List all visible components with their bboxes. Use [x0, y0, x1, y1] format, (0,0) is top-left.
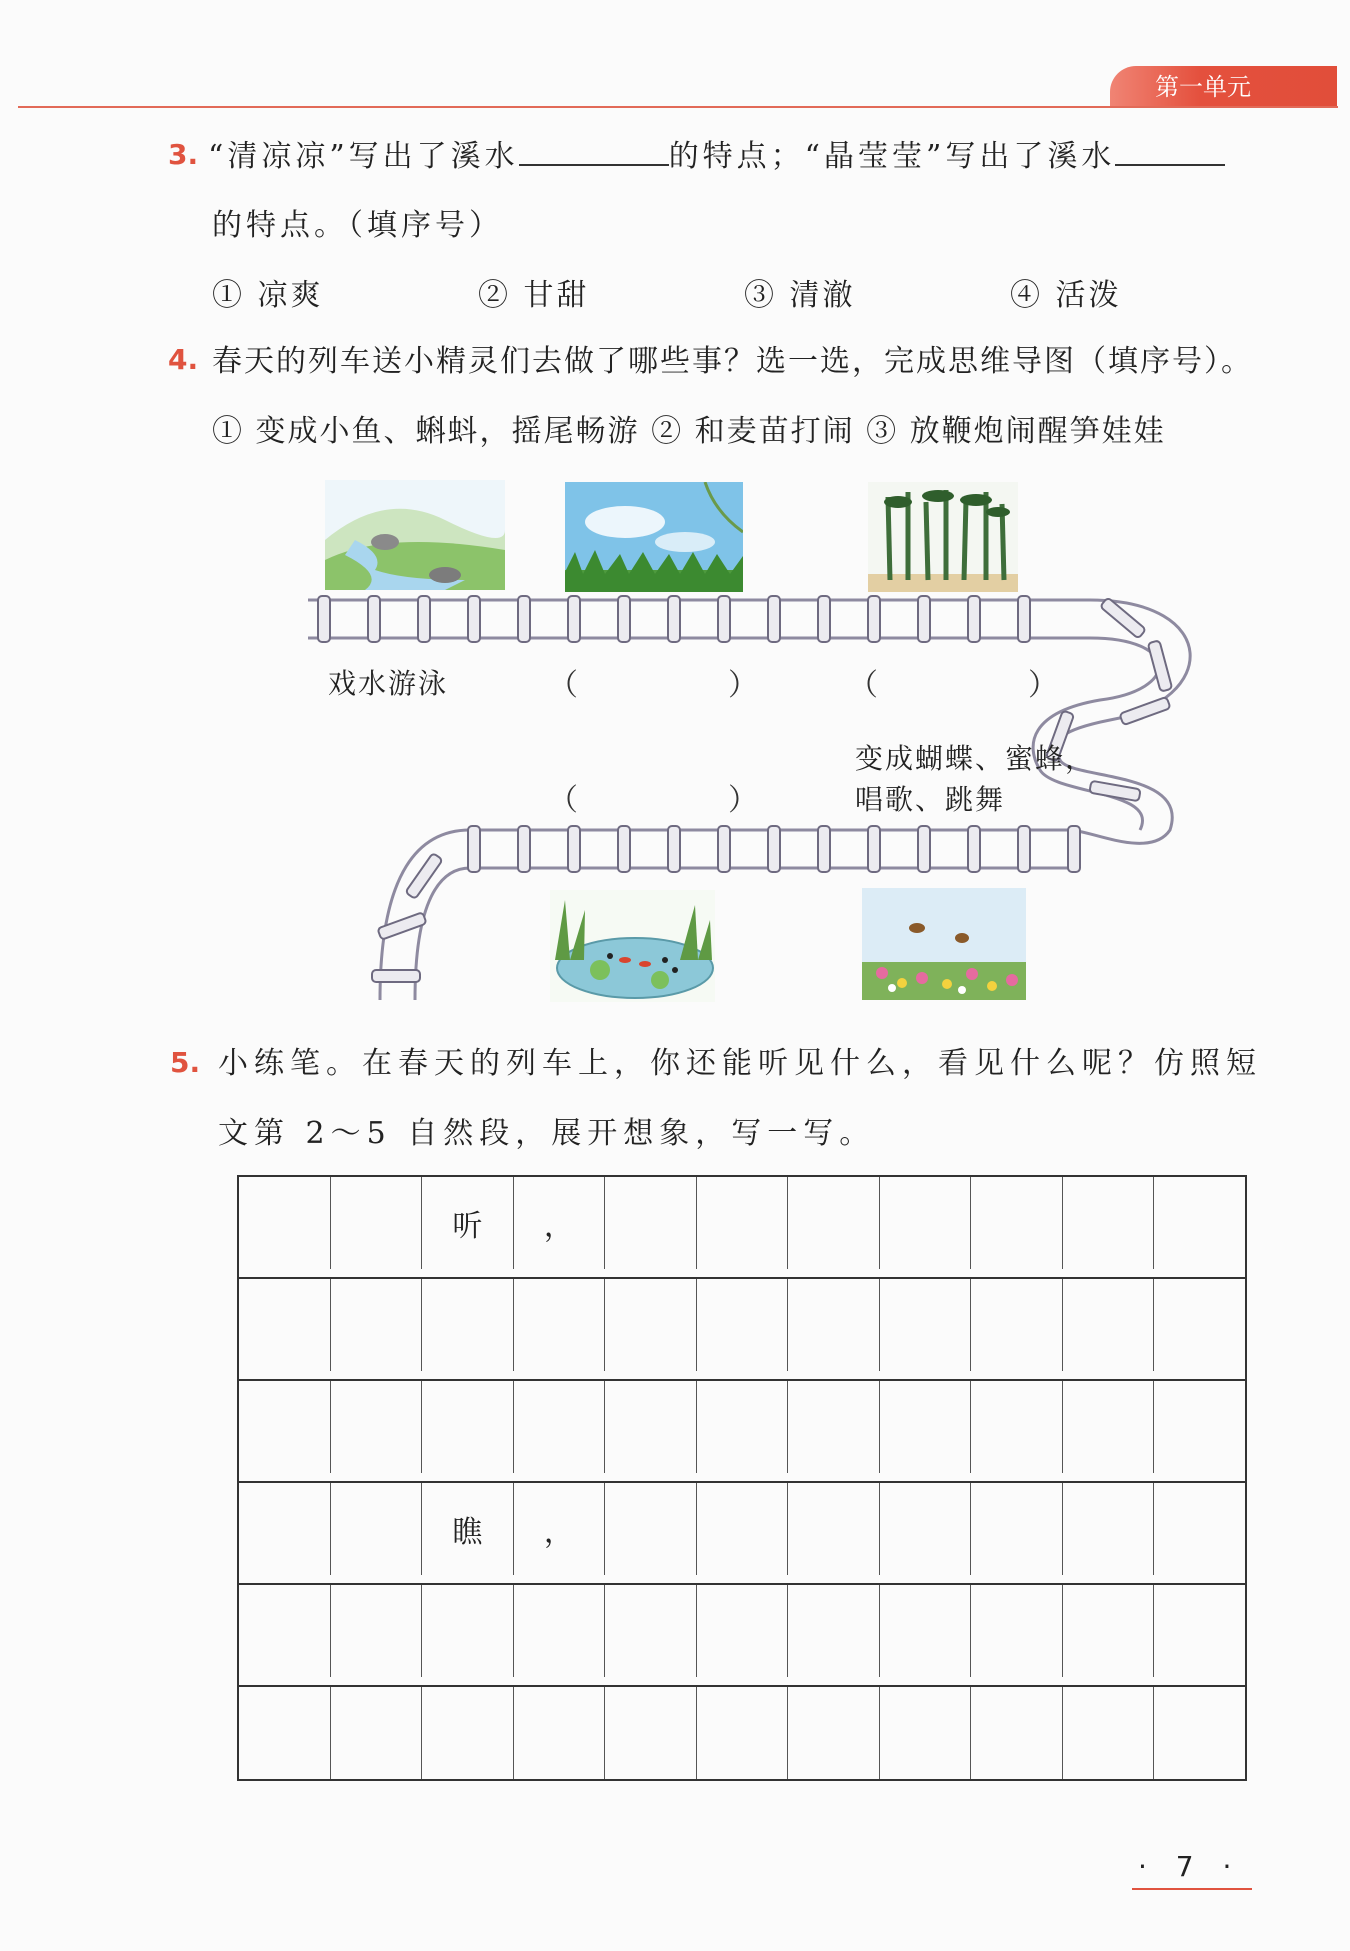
- paren-2-open: （: [848, 668, 878, 703]
- writing-grid[interactable]: [237, 1175, 1247, 1781]
- page-number: · 7 ·: [1138, 1850, 1242, 1883]
- paren-3-close[interactable]: ）: [728, 783, 758, 818]
- grid-cell[interactable]: [514, 1687, 606, 1779]
- q3-text-a: “清凉凉”写出了溪水: [208, 139, 519, 174]
- grid-gap: [237, 1269, 1247, 1277]
- grid-cell[interactable]: [880, 1483, 972, 1575]
- q3-option-2: ② 甘甜: [478, 278, 590, 313]
- grid-cell[interactable]: [605, 1585, 697, 1677]
- grid-cell[interactable]: [605, 1177, 697, 1269]
- grid-cell[interactable]: [1154, 1381, 1245, 1473]
- grid-cell[interactable]: [422, 1279, 514, 1371]
- paren-1-open: （: [548, 668, 578, 703]
- question-4-choices: ① 变成小鱼、蝌蚪，摇尾畅游 ② 和麦苗打闹 ③ 放鞭炮闹醒笋娃娃: [212, 414, 1166, 449]
- grid-cell[interactable]: [1154, 1687, 1245, 1779]
- grid-gap: [237, 1677, 1247, 1685]
- grid-cell[interactable]: [239, 1177, 331, 1269]
- question-3-line2: 的特点。（填序号）: [212, 208, 503, 243]
- grid-cell[interactable]: [971, 1483, 1063, 1575]
- paren-1-close[interactable]: ）: [728, 668, 758, 703]
- grid-cell[interactable]: [331, 1483, 423, 1575]
- grid-cell[interactable]: [1154, 1483, 1245, 1575]
- grid-cell[interactable]: [331, 1177, 423, 1269]
- grid-cell[interactable]: [697, 1177, 789, 1269]
- grid-cell[interactable]: [239, 1381, 331, 1473]
- grid-cell[interactable]: [1063, 1687, 1155, 1779]
- question-5-number: 5.: [170, 1046, 201, 1079]
- grid-cell[interactable]: [605, 1279, 697, 1371]
- grid-cell[interactable]: [788, 1177, 880, 1269]
- paren-3-open: （: [548, 783, 578, 818]
- grid-cell[interactable]: [331, 1585, 423, 1677]
- grid-cell[interactable]: [1063, 1585, 1155, 1677]
- q3-option-3: ③ 清澈: [744, 278, 856, 313]
- grid-cell-comma: ，: [514, 1177, 606, 1269]
- grid-cell[interactable]: [971, 1177, 1063, 1269]
- question-5-line1: 小练笔。在春天的列车上，你还能听见什么，看见什么呢？仿照短: [218, 1046, 1262, 1081]
- caption-swim: 戏水游泳: [328, 667, 449, 700]
- grid-cell[interactable]: [697, 1687, 789, 1779]
- paren-2-close[interactable]: ）: [1028, 668, 1058, 703]
- grid-cell[interactable]: [331, 1381, 423, 1473]
- grid-cell[interactable]: [605, 1687, 697, 1779]
- grid-cell[interactable]: [880, 1585, 972, 1677]
- grid-cell[interactable]: [788, 1381, 880, 1473]
- grid-row-6: [237, 1685, 1247, 1781]
- grid-gap: [237, 1371, 1247, 1379]
- grid-cell[interactable]: [1063, 1483, 1155, 1575]
- grid-cell[interactable]: [605, 1381, 697, 1473]
- q3-option-4: ④ 活泼: [1010, 278, 1122, 313]
- grid-cell[interactable]: [605, 1483, 697, 1575]
- grid-cell[interactable]: [971, 1687, 1063, 1779]
- caption-butterfly-line1: 变成蝴蝶、蜜蜂，: [855, 742, 1096, 775]
- grid-gap: [237, 1575, 1247, 1583]
- flowers-picture: [862, 888, 1026, 1000]
- grid-cell[interactable]: [697, 1279, 789, 1371]
- grid-cell[interactable]: [239, 1279, 331, 1371]
- grid-cell[interactable]: [971, 1585, 1063, 1677]
- grid-cell[interactable]: [239, 1483, 331, 1575]
- grid-row-1: [237, 1175, 1247, 1269]
- pond-picture: [550, 890, 715, 1002]
- stream-picture: [325, 480, 505, 590]
- grid-cell[interactable]: [1154, 1585, 1245, 1677]
- grid-cell[interactable]: [880, 1381, 972, 1473]
- wheat-field-picture: [565, 482, 743, 592]
- grid-cell[interactable]: [788, 1687, 880, 1779]
- grid-row-4: [237, 1481, 1247, 1575]
- grid-cell[interactable]: [697, 1381, 789, 1473]
- grid-cell[interactable]: [788, 1585, 880, 1677]
- grid-row-3: [237, 1379, 1247, 1473]
- grid-cell[interactable]: [880, 1687, 972, 1779]
- question-4-number: 4.: [168, 343, 199, 376]
- caption-butterfly-line2: 唱歌、跳舞: [855, 783, 1006, 816]
- grid-cell[interactable]: [788, 1279, 880, 1371]
- grid-cell[interactable]: [1063, 1279, 1155, 1371]
- grid-row-5: [237, 1583, 1247, 1677]
- grid-cell[interactable]: [880, 1279, 972, 1371]
- grid-cell[interactable]: [331, 1687, 423, 1779]
- grid-cell[interactable]: [239, 1687, 331, 1779]
- question-3-number: 3.: [168, 138, 199, 171]
- grid-gap: [237, 1473, 1247, 1481]
- grid-cell[interactable]: [697, 1483, 789, 1575]
- grid-cell[interactable]: [1063, 1381, 1155, 1473]
- grid-cell[interactable]: [788, 1483, 880, 1575]
- grid-row-2: [237, 1277, 1247, 1371]
- grid-cell-look: 瞧: [422, 1483, 514, 1575]
- grid-cell[interactable]: [331, 1279, 423, 1371]
- bamboo-picture: [868, 482, 1018, 592]
- grid-cell[interactable]: [422, 1381, 514, 1473]
- grid-cell[interactable]: [1154, 1279, 1245, 1371]
- grid-cell[interactable]: [239, 1585, 331, 1677]
- grid-cell[interactable]: [514, 1279, 606, 1371]
- grid-cell[interactable]: [971, 1279, 1063, 1371]
- grid-cell[interactable]: [514, 1585, 606, 1677]
- unit-tab: 第一单元: [1110, 66, 1337, 108]
- grid-cell[interactable]: [514, 1381, 606, 1473]
- grid-cell-comma: ，: [514, 1483, 606, 1575]
- grid-cell[interactable]: [422, 1687, 514, 1779]
- q3-text-b: 的特点；“晶莹莹”写出了溪水: [668, 139, 1116, 174]
- page-number-rule: [1132, 1888, 1252, 1890]
- grid-cell[interactable]: [971, 1381, 1063, 1473]
- q3-option-1: ① 凉爽: [212, 278, 324, 313]
- grid-cell[interactable]: [1063, 1177, 1155, 1269]
- grid-cell[interactable]: [880, 1177, 972, 1269]
- question-5-line2: 文第 2～5 自然段，展开想象，写一写。: [218, 1116, 876, 1151]
- grid-cell[interactable]: [1154, 1177, 1245, 1269]
- grid-cell-listen: 听: [422, 1177, 514, 1269]
- question-4-prompt: 春天的列车送小精灵们去做了哪些事？选一选，完成思维导图（填序号）。: [212, 344, 1253, 379]
- grid-cell[interactable]: [422, 1585, 514, 1677]
- grid-cell[interactable]: [697, 1585, 789, 1677]
